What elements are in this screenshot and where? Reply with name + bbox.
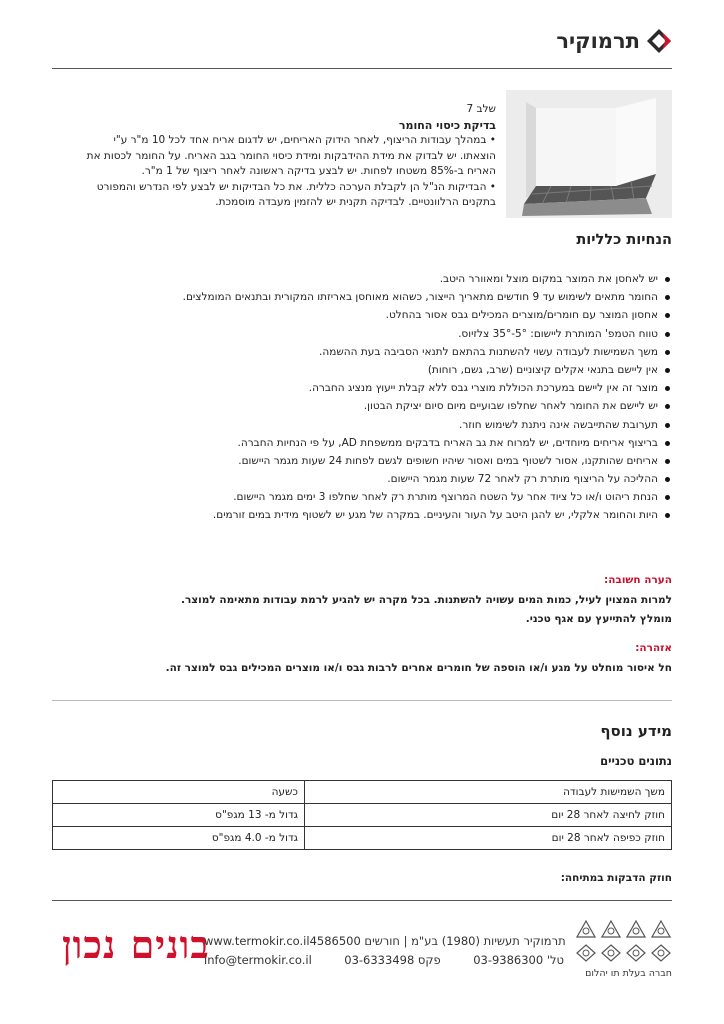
list-item: אריחים שהותקנו, אסור לשטוף במים ואסור שיהיו חשופים לגשם לפחות 24 שעות מגמר היישום. [52, 452, 672, 470]
warning-text: חל איסור מוחלט על מגע ו/או הוספה של חומרים אחרים לרבות גבס ו/או מוצרים המכילים גבס למוצר זה. [165, 662, 672, 674]
section-divider [52, 700, 672, 701]
contact-row-2 [204, 951, 564, 970]
step-line: בתקנים הרלוונטיים. לבדיקה תקנית יש להזמין מעבדה מוסמכת. [215, 196, 496, 208]
table-cell-value: כשעה [53, 781, 305, 804]
diamond-mark-icon [651, 944, 671, 962]
important-note-text [52, 591, 672, 629]
step-line: הוצאתו. יש לבדוק את מידת ההידבקות ומידת כיסוי החומר בגב האריח. על החומר לכסות את [86, 149, 496, 162]
table-cell-label: חוזק כפיפה לאחר 28 יום [305, 827, 672, 850]
list-item: מוצר זה אין ליישם במערכת הכוללת מוצרי גבס ללא קבלת ייעוץ מנציג החברה. [52, 379, 672, 397]
step-number: שלב 7 [466, 103, 496, 115]
list-item: יש ליישם את החומר לאחר שחלפו שבועיים מיום סיום יציקת הבטון. [52, 397, 672, 415]
table-cell-label: חוזק לחיצה לאחר 28 יום [305, 804, 672, 827]
website-link[interactable]: www.termokir.co.il [204, 934, 310, 948]
list-item: טווח הטמפ' המותרת ליישום: 5°-35° צלזיוס. [52, 325, 672, 343]
guidelines-heading: הנחיות כלליות [576, 232, 672, 248]
diamond-mark-icon [576, 944, 596, 962]
important-note-line: מומלץ להתייעץ עם אגף טכני. [525, 613, 672, 625]
certification-caption: חברה בעלת תו יהלום [585, 968, 672, 979]
step-line: האריח ב-85% משטחו לפחות. יש לבצע בדיקה ראשונה לאחר ריצוף של 1 מ"ר. [141, 165, 496, 177]
step-line: • הבדיקות הנ"ל הן לקבלת הערכה כללית. את כל הבדיקות יש לבצע לפי הנדרש והמפורט [96, 180, 496, 193]
company-logo [556, 28, 672, 54]
list-item: אין ליישם בתנאי אקלים קיצוניים (שרב, גשם, רוחות) [52, 361, 672, 379]
header-divider [52, 68, 672, 69]
table-row [53, 827, 672, 850]
contact-block [204, 932, 564, 970]
company-details: תרמוקיר תעשיות (1980) בע"מ | חורשים 4586500 [309, 934, 566, 948]
table-row [53, 781, 672, 804]
more-info-heading: מידע נוסף [600, 722, 672, 740]
table-cell-value: גדול מ- 4.0 מגפ"ס [53, 827, 305, 850]
important-note-line: למרות המצוין לעיל, כמות המים עשויה להשתנות. בכל מקרה יש להגיע לרמת עבודות מתאימה למוצר. [181, 594, 672, 606]
step-line: • במהלך עבודות הריצוף, לאחר הידוק האריחים, יש לדגום אריח אחד לכל 10 מ"ר ע"י [113, 134, 496, 146]
warning-label: אזהרה: [635, 642, 672, 654]
diamond-mark-icon [601, 944, 621, 962]
table-cell-value: גדול מ- 13 מגפ"ס [53, 804, 305, 827]
table-cell-label: משך השמישות לעבודה [305, 781, 672, 804]
brand-slogan: בונים נכון [62, 922, 210, 967]
standard-mark-icon [651, 920, 671, 938]
guidelines-list [52, 270, 672, 525]
email-link[interactable]: info@termokir.co.il [204, 953, 312, 967]
contact-row-1 [204, 932, 564, 951]
list-item: החומר מתאים לשימוש עד 9 חודשים מתאריך הייצור, כשהוא מאוחסן באריזתו המקורית ובתנאים המומלצים. [52, 288, 672, 306]
list-item: יש לאחסן את המוצר במקום מוצל ומאוורר היטב. [52, 270, 672, 288]
tech-data-table [52, 780, 672, 850]
step-7-block [52, 102, 496, 211]
step-title: בדיקת כיסוי החומר [398, 118, 496, 132]
list-item: משך השמישות לעבודה עשוי להשתנות בהתאם לתנאי הסביבה בעת ההשמה. [52, 343, 672, 361]
footer-divider [52, 900, 672, 901]
list-item: ההליכה על הריצוף מותרת רק לאחר 72 שעות מגמר היישום. [52, 470, 672, 488]
bond-strength-label: חוזק הדבקות במתיחה: [560, 872, 672, 884]
standard-mark-icon [576, 920, 596, 938]
list-item: הנחת ריהוט ו/או כל ציוד אחר על השטח המרוצף מותרת רק לאחר שחלפו 3 ימים מגמר היישום. [52, 488, 672, 506]
logo-text: תרמוקיר [556, 29, 640, 53]
tech-data-heading: נתונים טכניים [600, 754, 672, 768]
important-note-label: הערה חשובה: [604, 574, 672, 586]
fax-number: פקס 03-6333498 [344, 953, 441, 967]
standard-mark-icon [626, 920, 646, 938]
list-item: אחסון המוצר עם חומרים/מוצרים המכילים גבס אסור בהחלט. [52, 306, 672, 324]
termokir-logo-icon [646, 28, 672, 54]
diamond-mark-icon [626, 944, 646, 962]
standard-mark-icon [601, 920, 621, 938]
table-row [53, 804, 672, 827]
phone-number: טל' 03-9386300 [473, 953, 564, 967]
certification-marks [576, 920, 672, 962]
tile-sample-photo [506, 90, 672, 218]
list-item: היות והחומר אלקלי, יש להגן היטב על העור והעיניים. במקרה של מגע יש לשטוף מידית במים זורמים. [52, 506, 672, 524]
list-item: תערובת שהתייבשה אינה ניתנת לשימוש חוזר. [52, 416, 672, 434]
list-item: בריצוף אריחים מיוחדים, יש למרוח את גב האריח בדבקים ממשפחת AD, על פי הנחיות החברה. [52, 434, 672, 452]
tiled-corner-illustration [506, 90, 672, 218]
